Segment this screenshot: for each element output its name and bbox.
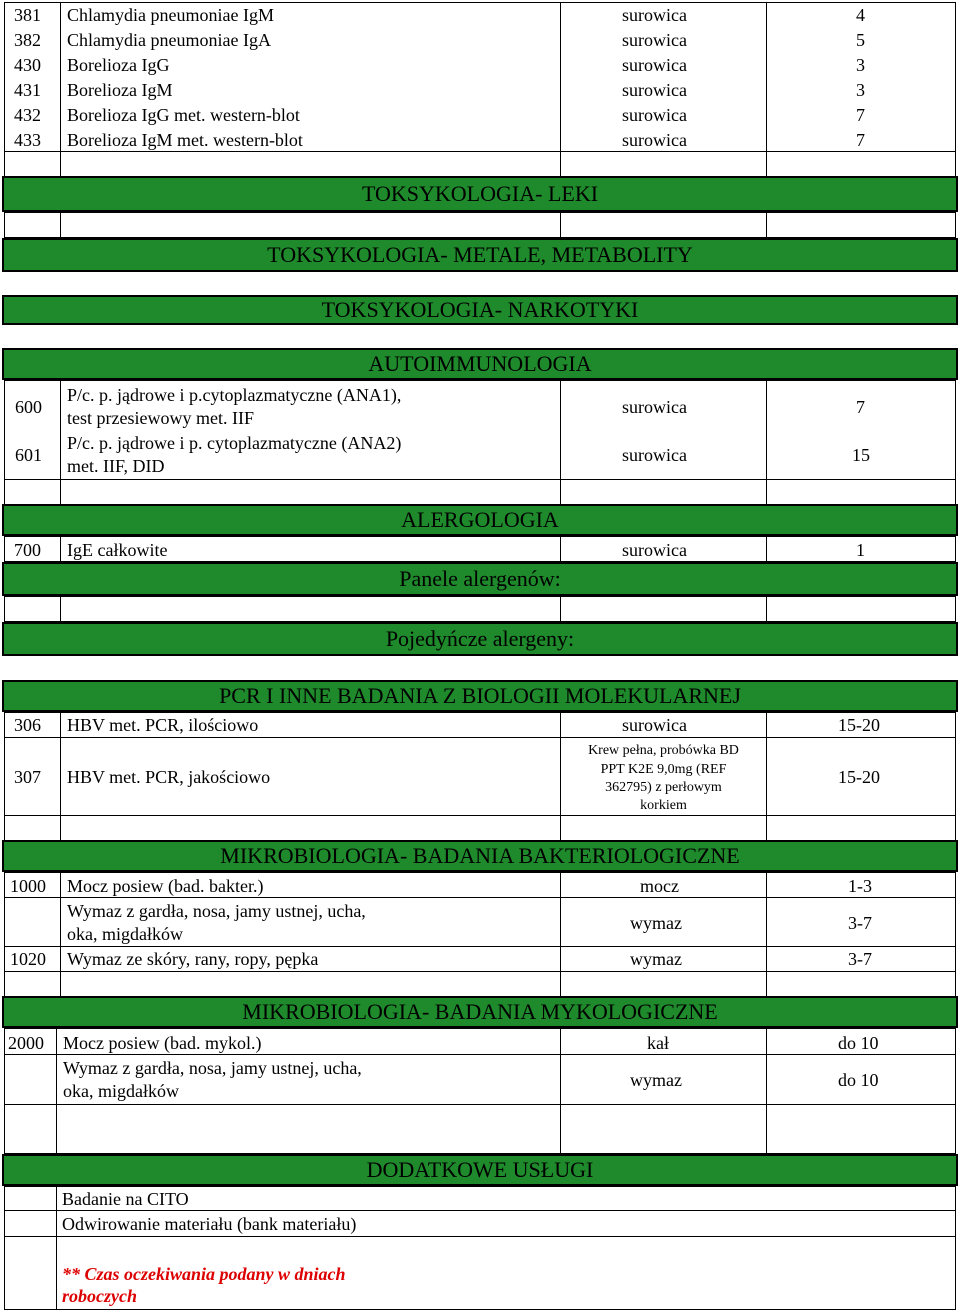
col-divider: [4, 972, 5, 996]
row-name: test przesiewowy met. IIF: [67, 408, 254, 428]
row-code: 601: [15, 445, 42, 465]
row-divider: [4, 1236, 956, 1237]
col-divider: [766, 536, 767, 562]
col-divider: [766, 872, 767, 996]
empty-row: [4, 212, 956, 238]
row-material: wymaz: [630, 949, 682, 969]
row-code: 600: [15, 397, 42, 417]
col-divider: [560, 536, 561, 562]
row-name: Mocz posiew (bad. bakter.): [67, 876, 264, 896]
row-name: Wymaz z gardła, nosa, jamy ustnej, ucha,: [63, 1058, 362, 1078]
col-divider: [560, 212, 561, 238]
row-code: 1000: [10, 876, 46, 896]
row-days: 7: [856, 105, 865, 125]
row-divider: [4, 1210, 956, 1211]
section-title: PCR I INNE BADANIA Z BIOLOGII MOLEKULARNEJ: [219, 683, 741, 708]
row-code: 430: [14, 55, 41, 75]
section-header-mikro-myko: [2, 996, 958, 1028]
section-header-alergologia: [2, 504, 958, 536]
subheader-panele: [2, 562, 958, 596]
row-code: 381: [14, 5, 41, 25]
col-divider: [955, 816, 956, 840]
section-title: MIKROBIOLOGIA- BADANIA MYKOLOGICZNE: [242, 999, 718, 1024]
row-days: 15-20: [838, 767, 880, 787]
row-code: 1020: [10, 949, 46, 969]
subheader-pojedyncze: [2, 622, 958, 656]
row-code: 700: [14, 540, 41, 560]
section-header-pcr: [2, 680, 958, 712]
row-days: 1: [856, 540, 865, 560]
col-divider: [60, 2, 61, 176]
row-code: 2000: [8, 1033, 44, 1053]
row-days: 3-7: [848, 913, 872, 933]
col-divider: [560, 596, 561, 622]
row-code: 382: [14, 30, 41, 50]
row-material: wymaz: [630, 1070, 682, 1090]
section-title: TOKSYKOLOGIA- METALE, METABOLITY: [267, 242, 693, 267]
col-divider: [766, 1028, 767, 1154]
subheader-title: Panele alergenów:: [399, 566, 561, 591]
row-material-line: PPT K2E 9,0mg (REF: [600, 762, 727, 777]
row-material: surowica: [622, 80, 687, 100]
row-material: surowica: [622, 397, 687, 417]
row-code: 433: [14, 130, 41, 150]
row-divider: [4, 897, 956, 898]
section-header-mikro-bakt: [2, 840, 958, 872]
subheader-title: Pojedyńcze alergeny:: [385, 626, 575, 651]
row-name: HBV met. PCR, jakościowo: [67, 767, 271, 787]
col-divider: [4, 152, 5, 176]
row-name: Borelioza IgG: [67, 55, 170, 75]
col-divider: [4, 480, 5, 504]
col-divider: [766, 212, 767, 238]
col-divider: [60, 872, 61, 996]
row-name: Wymaz ze skóry, rany, ropy, pępka: [67, 949, 319, 969]
row-days: 5: [856, 30, 865, 50]
col-divider: [955, 152, 956, 176]
col-divider: [560, 872, 561, 996]
row-days: 4: [856, 5, 865, 25]
row-material-line: Krew pełna, probówka BD: [588, 743, 739, 758]
row-material: wymaz: [630, 913, 682, 933]
row-divider: [4, 1054, 956, 1055]
row-material: surowica: [622, 55, 687, 75]
row-divider: [4, 946, 956, 947]
row-name: Borelioza IgG met. western-blot: [67, 105, 300, 125]
row-days: 7: [856, 397, 865, 417]
section-title: TOKSYKOLOGIA- LEKI: [361, 181, 599, 206]
section-title: AUTOIMMUNOLOGIA: [368, 351, 592, 376]
row-name: Mocz posiew (bad. mykol.): [63, 1033, 262, 1053]
section-title: MIKROBIOLOGIA- BADANIA BAKTERIOLOGICZNE: [220, 843, 740, 868]
row-material: surowica: [622, 540, 687, 560]
col-divider: [60, 712, 61, 840]
row-material: surowica: [622, 105, 687, 125]
row-name: IgE całkowite: [67, 540, 168, 560]
col-divider: [560, 1028, 561, 1154]
row-divider: [4, 737, 956, 738]
row-name: Wymaz z gardła, nosa, jamy ustnej, ucha,: [67, 901, 366, 921]
col-divider: [766, 380, 767, 504]
row-code: 306: [14, 715, 41, 735]
row-days: 7: [856, 130, 865, 150]
extra-item: Badanie na CITO: [62, 1189, 189, 1209]
row-code: 431: [14, 80, 41, 100]
row-material: surowica: [622, 445, 687, 465]
row-material: kał: [647, 1033, 669, 1053]
col-divider: [955, 480, 956, 504]
col-divider: [4, 816, 5, 840]
col-divider: [60, 536, 61, 562]
col-divider: [560, 2, 561, 176]
row-name: P/c. p. jądrowe i p. cytoplazmatyczne (ANA2): [67, 433, 402, 453]
row-material: mocz: [640, 876, 679, 896]
col-divider: [60, 380, 61, 504]
row-days: do 10: [838, 1070, 879, 1090]
section-header-tox-narkotyki: [2, 295, 958, 325]
col-divider: [56, 1186, 57, 1310]
row-days: 3-7: [848, 949, 872, 969]
section-header-dodatkowe: [2, 1154, 958, 1186]
row-days: 3: [856, 55, 865, 75]
footnote-line: roboczych: [62, 1286, 137, 1306]
section-header-tox-leki: [2, 176, 958, 212]
footnote-line: ** Czas oczekiwania podany w dniach: [62, 1264, 346, 1284]
row-material: surowica: [622, 715, 687, 735]
empty-row: [4, 596, 956, 622]
row-material: surowica: [622, 130, 687, 150]
col-divider: [766, 596, 767, 622]
row-name: met. IIF, DID: [67, 456, 165, 476]
row-name: oka, migdałków: [67, 924, 183, 944]
col-divider: [56, 1028, 57, 1154]
row-days: do 10: [838, 1033, 879, 1053]
row-days: 1-3: [848, 876, 872, 896]
row-name: Borelioza IgM: [67, 80, 173, 100]
row-material-line: 362795) z perłowym: [605, 780, 722, 795]
section-header-autoimmunologia: [2, 348, 958, 380]
row-material: surowica: [622, 5, 687, 25]
col-divider: [60, 212, 61, 238]
row-code: 307: [14, 767, 41, 787]
row-material-line: korkiem: [640, 798, 687, 813]
row-name: oka, migdałków: [63, 1081, 179, 1101]
col-divider: [560, 380, 561, 504]
row-name: HBV met. PCR, ilościowo: [67, 715, 259, 735]
section-title: ALERGOLOGIA: [401, 507, 559, 532]
col-divider: [766, 712, 767, 840]
row-divider: [4, 1104, 956, 1105]
row-days: 3: [856, 80, 865, 100]
footnote: [62, 1263, 346, 1307]
section-header-tox-metale: [2, 238, 958, 272]
row-name: P/c. p. jądrowe i p.cytoplazmatyczne (ANA1),: [67, 385, 402, 405]
section-title: DODATKOWE USŁUGI: [366, 1157, 594, 1182]
extra-item: Odwirowanie materiału (bank materiału): [62, 1214, 357, 1234]
col-divider: [955, 972, 956, 996]
col-divider: [766, 2, 767, 176]
row-name: Chlamydia pneumoniae IgA: [67, 30, 271, 50]
col-divider: [60, 596, 61, 622]
row-name: Chlamydia pneumoniae IgM: [67, 5, 274, 25]
row-name: Borelioza IgM met. western-blot: [67, 130, 303, 150]
row-days: 15-20: [838, 715, 880, 735]
row-material: surowica: [622, 30, 687, 50]
row-code: 432: [14, 105, 41, 125]
row-days: 15: [852, 445, 870, 465]
section-title: TOKSYKOLOGIA- NARKOTYKI: [321, 297, 639, 322]
